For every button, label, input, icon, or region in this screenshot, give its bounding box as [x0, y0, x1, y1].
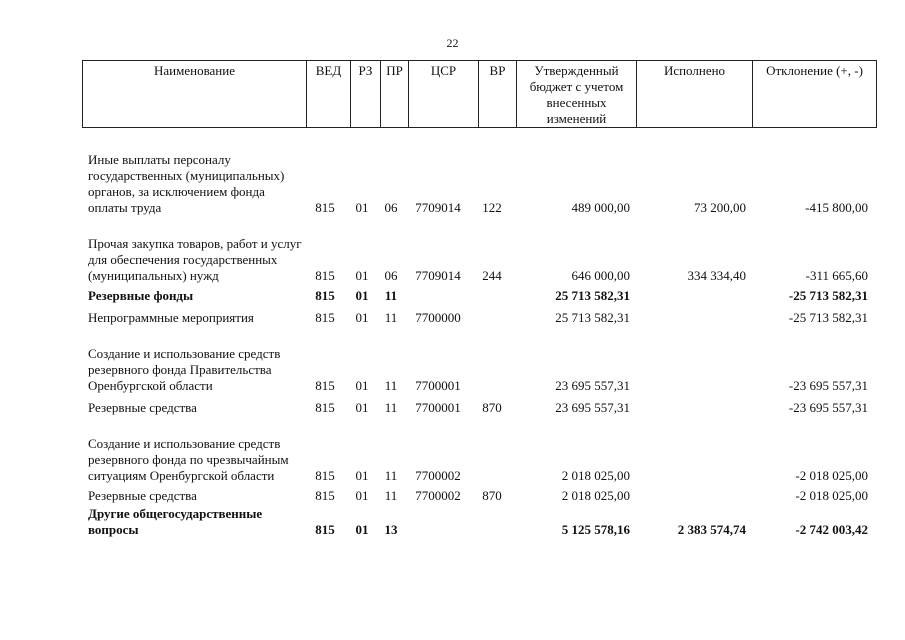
row-deviation: -2 018 025,00 — [795, 488, 868, 503]
row-deviation: -311 665,60 — [805, 268, 868, 283]
row-rz: 01 — [355, 310, 369, 325]
row-vr: 244 — [482, 268, 502, 283]
row-csr: 7700002 — [415, 468, 461, 483]
table-row — [82, 304, 876, 326]
row-pr: 11 — [384, 378, 398, 393]
row-name: Непрограммные мероприятия — [88, 310, 254, 325]
row-deviation: -23 695 557,31 — [788, 378, 868, 393]
row-executed: 2 383 574,74 — [677, 522, 746, 537]
row-rz: 01 — [355, 488, 369, 503]
row-name: Иные выплаты персоналу государственных (муниципальных) органов, за исключением фонда оплаты труда — [88, 152, 285, 215]
row-name: Другие общегосударственные вопросы — [88, 506, 263, 537]
row-name: Создание и использование средств резервного фонда по чрезвычайным ситуациям Оренбургской области — [88, 436, 289, 483]
row-pr: 11 — [384, 488, 398, 503]
row-executed: 334 334,40 — [687, 268, 746, 283]
row-deviation: -25 713 582,31 — [788, 288, 868, 303]
table-row — [82, 416, 876, 484]
row-deviation: -23 695 557,31 — [788, 400, 868, 415]
row-ved: 815 — [315, 288, 335, 303]
row-pr: 11 — [384, 468, 398, 483]
row-pr: 06 — [384, 268, 398, 283]
row-approved: 5 125 578,16 — [561, 522, 630, 537]
row-rz: 01 — [355, 522, 369, 537]
row-ved: 815 — [315, 378, 335, 393]
row-csr: 7700002 — [415, 488, 461, 503]
table-row — [82, 484, 876, 504]
header-pr: ПР — [381, 61, 409, 128]
header-approved: Утвержденный бюджет с учетом внесенных изменений — [517, 61, 637, 128]
row-approved: 2 018 025,00 — [561, 468, 630, 483]
row-name: Резервные фонды — [88, 288, 194, 303]
row-ved: 815 — [315, 310, 335, 325]
header-name: Наименование — [83, 61, 307, 128]
row-approved: 23 695 557,31 — [555, 400, 630, 415]
header-rz: РЗ — [351, 61, 381, 128]
row-pr: 11 — [384, 310, 398, 325]
header-executed: Исполнено — [637, 61, 753, 128]
row-rz: 01 — [355, 288, 369, 303]
row-approved: 2 018 025,00 — [561, 488, 630, 503]
row-pr: 13 — [384, 522, 398, 537]
table-header — [82, 60, 877, 128]
row-rz: 01 — [355, 268, 369, 283]
page-number: 22 — [446, 36, 459, 50]
row-csr: 7709014 — [415, 200, 461, 215]
row-name: Создание и использование средств резервного фонда Правительства Оренбургской области — [88, 346, 281, 393]
row-pr: 06 — [384, 200, 398, 215]
table-row — [82, 128, 876, 216]
row-rz: 01 — [355, 200, 369, 215]
row-vr: 870 — [482, 400, 502, 415]
table-row — [82, 504, 876, 538]
row-approved: 489 000,00 — [571, 200, 630, 215]
row-approved: 25 713 582,31 — [555, 310, 630, 325]
row-vr: 870 — [482, 488, 502, 503]
header-vr: ВР — [479, 61, 517, 128]
row-ved: 815 — [315, 468, 335, 483]
row-pr: 11 — [384, 400, 398, 415]
row-deviation: -2 018 025,00 — [795, 468, 868, 483]
row-csr: 7709014 — [415, 268, 461, 283]
row-pr: 11 — [384, 288, 398, 303]
row-rz: 01 — [355, 378, 369, 393]
header-deviation: Отклонение (+, -) — [753, 61, 877, 128]
row-name: Резервные средства — [88, 488, 197, 503]
row-approved: 23 695 557,31 — [555, 378, 630, 393]
row-rz: 01 — [355, 468, 369, 483]
row-deviation: -415 800,00 — [805, 200, 868, 215]
header-csr: ЦСР — [409, 61, 479, 128]
row-ved: 815 — [315, 400, 335, 415]
row-name: Прочая закупка товаров, работ и услуг для обеспечения государственных (муниципальных) нужд — [88, 236, 302, 283]
row-csr: 7700001 — [415, 400, 461, 415]
row-ved: 815 — [315, 268, 335, 283]
row-csr: 7700001 — [415, 378, 461, 393]
row-deviation: -2 742 003,42 — [795, 522, 868, 537]
row-rz: 01 — [355, 400, 369, 415]
row-vr: 122 — [482, 200, 502, 215]
table-row — [82, 394, 876, 416]
row-ved: 815 — [315, 200, 335, 215]
row-executed: 73 200,00 — [694, 200, 746, 215]
row-name: Резервные средства — [88, 400, 197, 415]
table-row — [82, 216, 876, 284]
row-deviation: -25 713 582,31 — [788, 310, 868, 325]
row-ved: 815 — [315, 522, 335, 537]
row-approved: 25 713 582,31 — [555, 288, 630, 303]
table-row — [82, 284, 876, 304]
header-ved: ВЕД — [307, 61, 351, 128]
row-approved: 646 000,00 — [571, 268, 630, 283]
row-csr: 7700000 — [415, 310, 461, 325]
table-row — [82, 326, 876, 394]
row-ved: 815 — [315, 488, 335, 503]
